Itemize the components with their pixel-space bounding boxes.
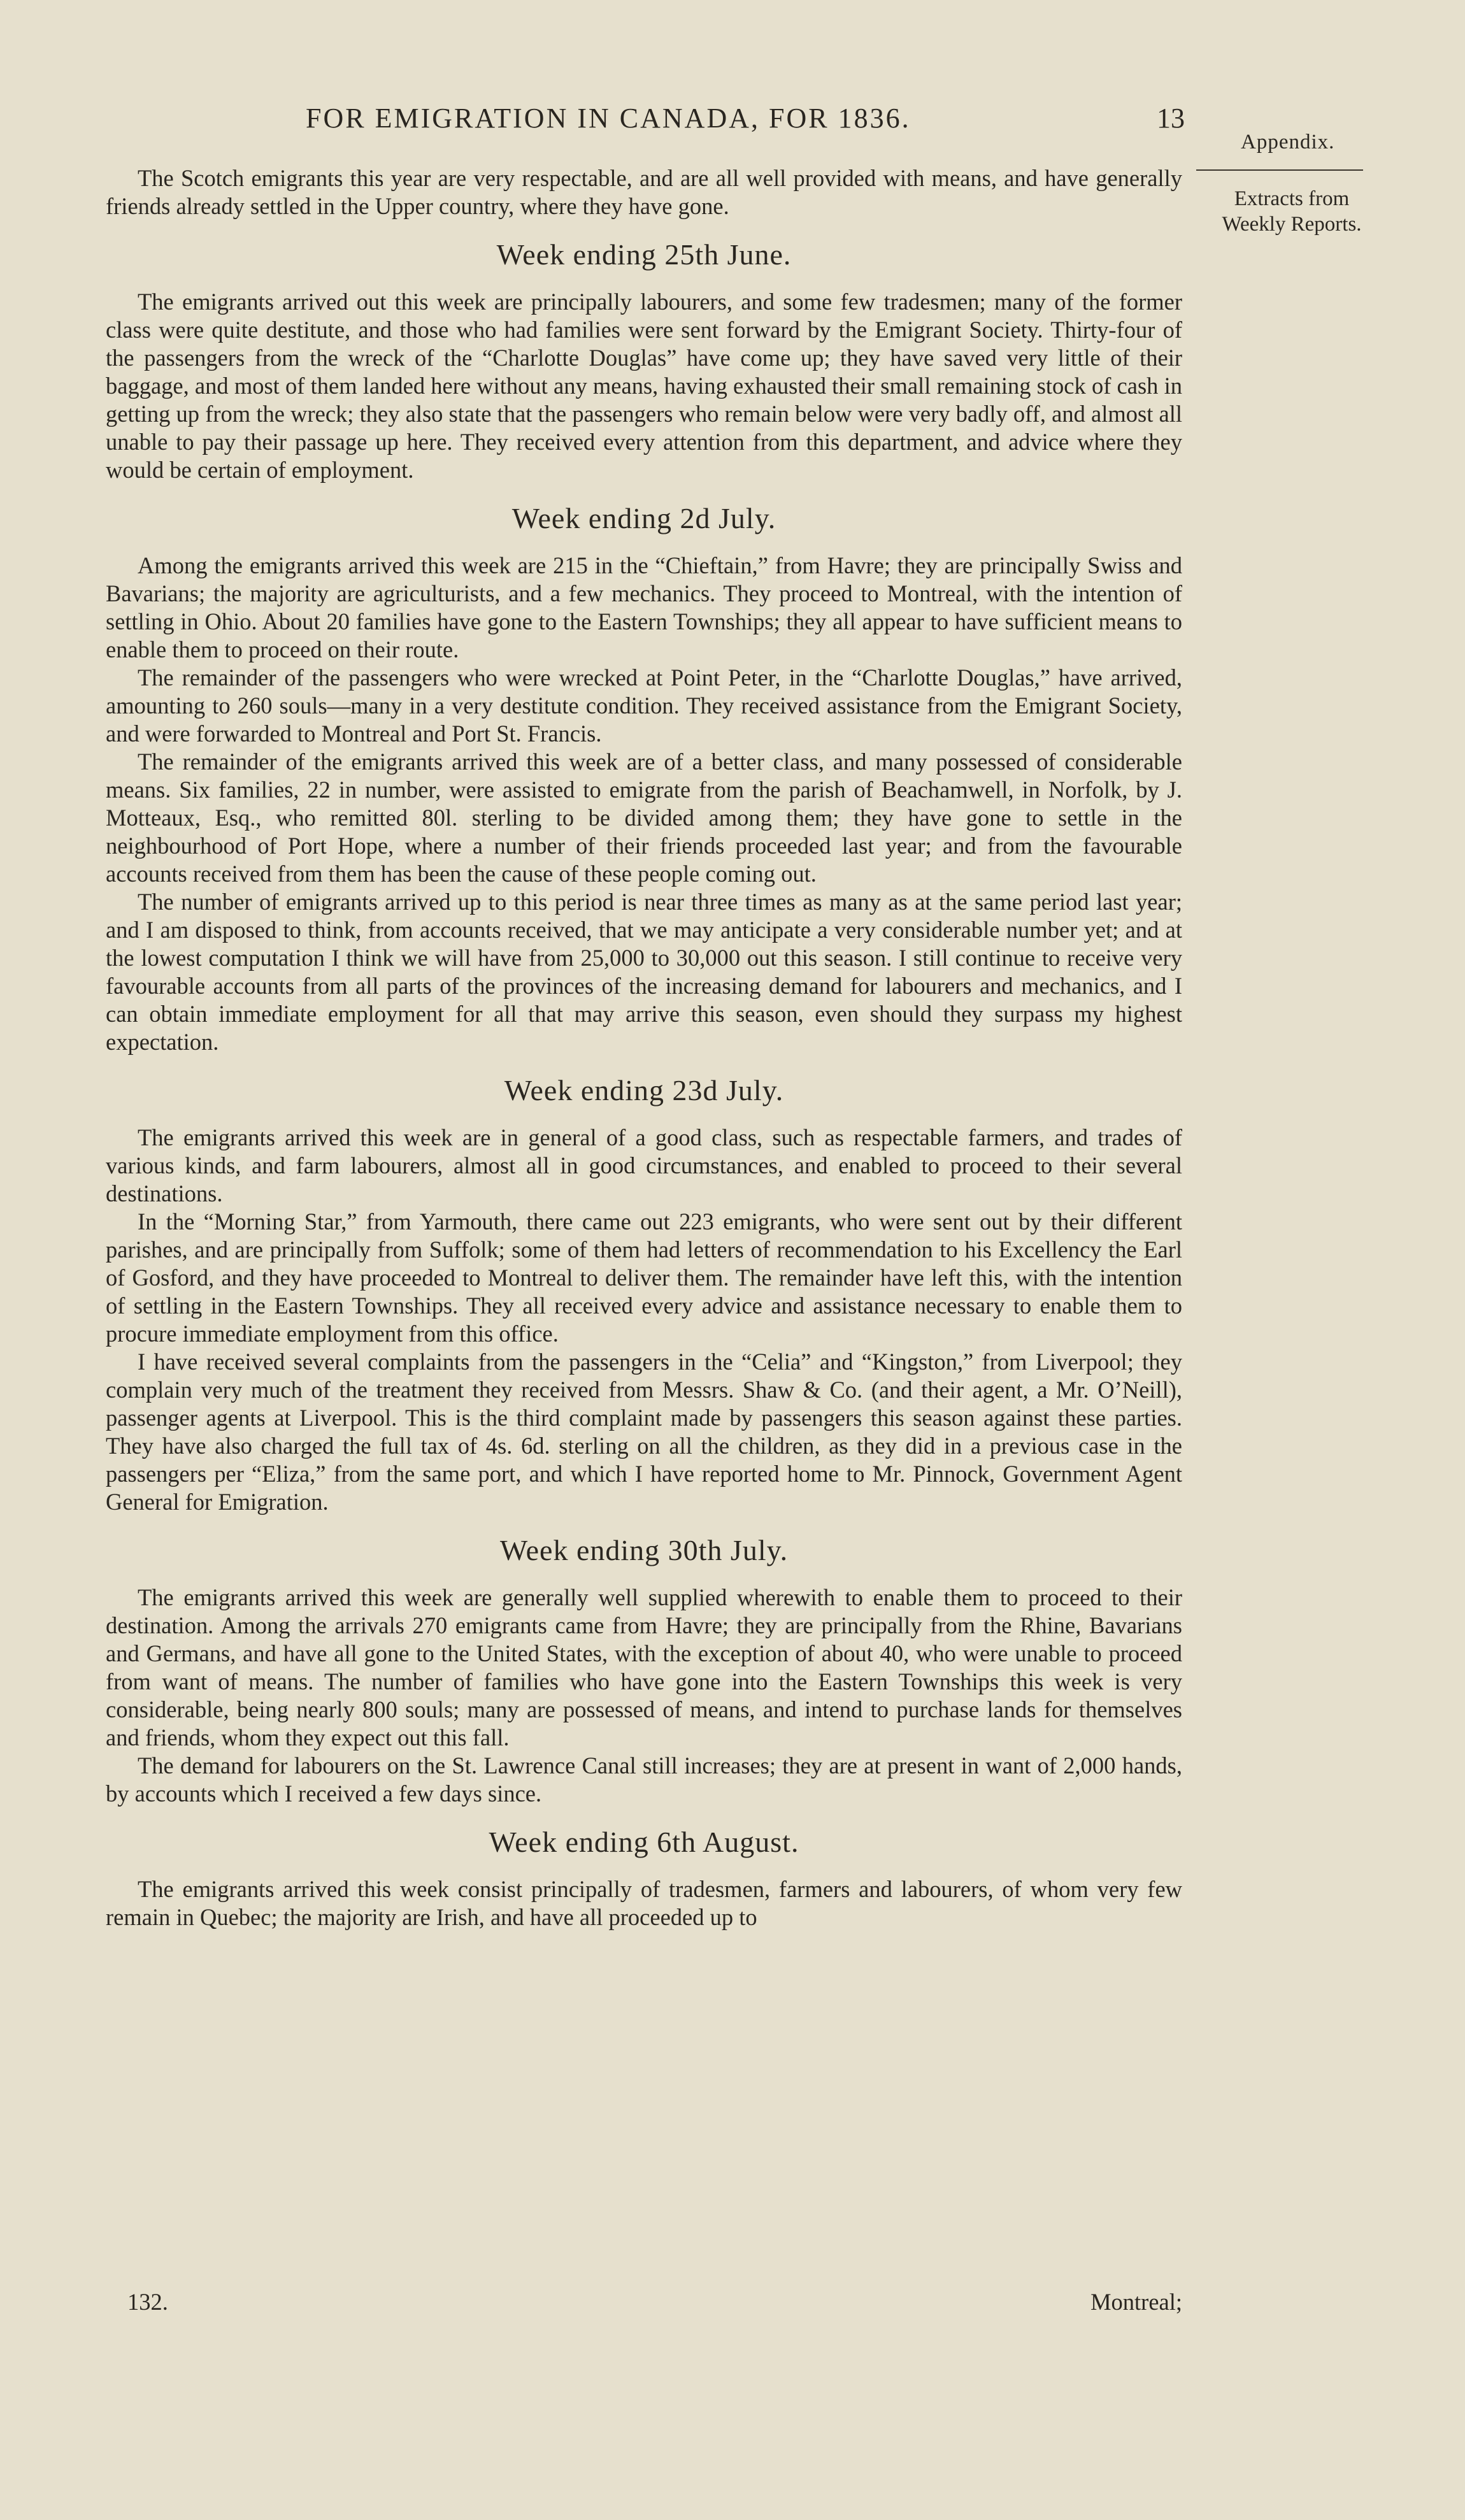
page-footer: [127, 2288, 1182, 2320]
catchword: Montreal;: [1090, 2289, 1182, 2315]
running-title: FOR EMIGRATION IN CANADA, FOR 1836.: [306, 103, 911, 134]
paragraph: The remainder of the passengers who were wrecked at Point Peter, in the “Charlotte Douglas,” have arrived, amounting to 260 souls—many in a very destitute condition. They received assistance from the Emigrant Society, and were forwarded to Montreal and Port St. Francis.: [106, 664, 1182, 747]
margin-note-line: Weekly Reports.: [1222, 213, 1362, 236]
section-heading: Week ending 2d July.: [511, 502, 776, 534]
margin-rule: [1196, 169, 1363, 171]
paragraph: The emigrants arrived this week are generally well supplied wherewith to enable them to proceed to their destination. Among the arrivals 270 emigrants came from Havre; they are principally from the Rhine, Bavarians and Germans, and have all gone to the United States, with the exception of about 40, who were unable to proceed from want of means. The number of families who have gone into the Eastern Townships this week is very considerable, being nearly 800 souls; many are possessed of means, and intend to purchase lands for themselves and friends, whom they expect out this fall.: [106, 1584, 1182, 1750]
section-heading: Week ending 25th June.: [496, 238, 792, 271]
paragraph: In the “Morning Star,” from Yarmouth, there came out 223 emigrants, who were sent out by their different parishes, and are principally from Suffolk; some of them had letters of recommendation to his Excellency the Earl of Gosford, and they have proceeded to Montreal to deliver them. The remainder have left this, with the intention of settling in the Eastern Townships. They all received every advice and assistance necessary to enable them to procure immediate employment from this office.: [106, 1208, 1182, 1347]
paragraph: The emigrants arrived this week consist principally of tradesmen, farmers and labourers, of whom very few remain in Quebec; the majority are Irish, and have all proceeded up to: [106, 1876, 1182, 1930]
running-head: [102, 102, 1185, 140]
section-heading: Week ending 30th July.: [499, 1534, 789, 1566]
paragraph: The emigrants arrived this week are in general of a good class, such as respectable farmers, and trades of various kinds, and farm labourers, almost all in good circumstances, and enabled to proceed to their several destinations.: [106, 1124, 1182, 1206]
margin-note: [1196, 186, 1387, 237]
page-number: 13: [1157, 103, 1185, 134]
signature-mark: 132.: [127, 2289, 168, 2315]
body-text: [106, 164, 1182, 1931]
paragraph: The emigrants arrived out this week are principally labourers, and some few tradesmen; many of the former class were quite destitute, and those who had families were sent forward by the Emigrant Society. Thirty-four of the passengers from the wreck of the “Charlotte Douglas” have come up; they have saved very little of their baggage, and most of them landed here without any means, having exhausted their small remaining stock of cash in getting up from the wreck; they also state that the passengers who remain below were very badly off, and almost all unable to pay their passage up here. They received every attention from this department, and advice where they would be certain of employment.: [106, 289, 1182, 483]
paragraph: The demand for labourers on the St. Lawrence Canal still increases; they are at present in want of 2,000 hands, by accounts which I received a few days since.: [106, 1752, 1182, 1807]
paragraph: The remainder of the emigrants arrived this week are of a better class, and many possessed of considerable means. Six families, 22 in number, were assisted to emigrate from the parish of Beachamwell, in Norfolk, by J. Motteaux, Esq., who remitted 80l. sterling to be divided among them; they have gone to settle in the neighbourhood of Port Hope, where a number of their friends proceeded last year; and from the favourable accounts received from them has been the cause of these people coming out.: [106, 748, 1182, 887]
paragraph: I have received several complaints from the passengers in the “Celia” and “Kingston,” from Liverpool; they complain very much of the treatment they received from Messrs. Shaw & Co. (and their agent, a Mr. O’Neill), passenger agents at Liverpool. This is the third complaint made by passengers this season against these parties. They have also charged the full tax of 4s. 6d. sterling on all the children, as they did in a previous case in the passengers per “Eliza,” from the same port, and which I have reported home to Mr. Pinnock, Government Agent General for Emigration.: [106, 1349, 1182, 1515]
paragraph: Among the emigrants arrived this week are 215 in the “Chieftain,” from Havre; they are principally Swiss and Bavarians; the majority are agriculturists, and a few mechanics. They proceed to Montreal, with the intention of settling in Ohio. About 20 families have gone to the Eastern Townships; they all appear to have sufficient means to enable them to proceed on their route.: [106, 552, 1182, 662]
intro-paragraph: The Scotch emigrants this year are very respectable, and are all well provided with means, and have generally friends already settled in the Upper country, where they have gone.: [106, 165, 1182, 219]
section-heading: Week ending 6th August.: [489, 1826, 799, 1858]
paragraph: The number of emigrants arrived up to this period is near three times as many as at the same period last year; and I am disposed to think, from accounts received, that we may anticipate a very considerable number yet; and at the lowest computation I think we will have from 25,000 to 30,000 out this season. I still continue to receive very favourable accounts from all parts of the provinces of the increasing demand for labourers and mechanics, and I can obtain immediate employment for all that may arrive this season, even should they surpass my highest expectation.: [106, 889, 1182, 1055]
margin-heading: Appendix.: [1241, 131, 1335, 154]
section-heading: Week ending 23d July.: [504, 1074, 784, 1106]
margin-note-line: Extracts from: [1234, 187, 1350, 210]
